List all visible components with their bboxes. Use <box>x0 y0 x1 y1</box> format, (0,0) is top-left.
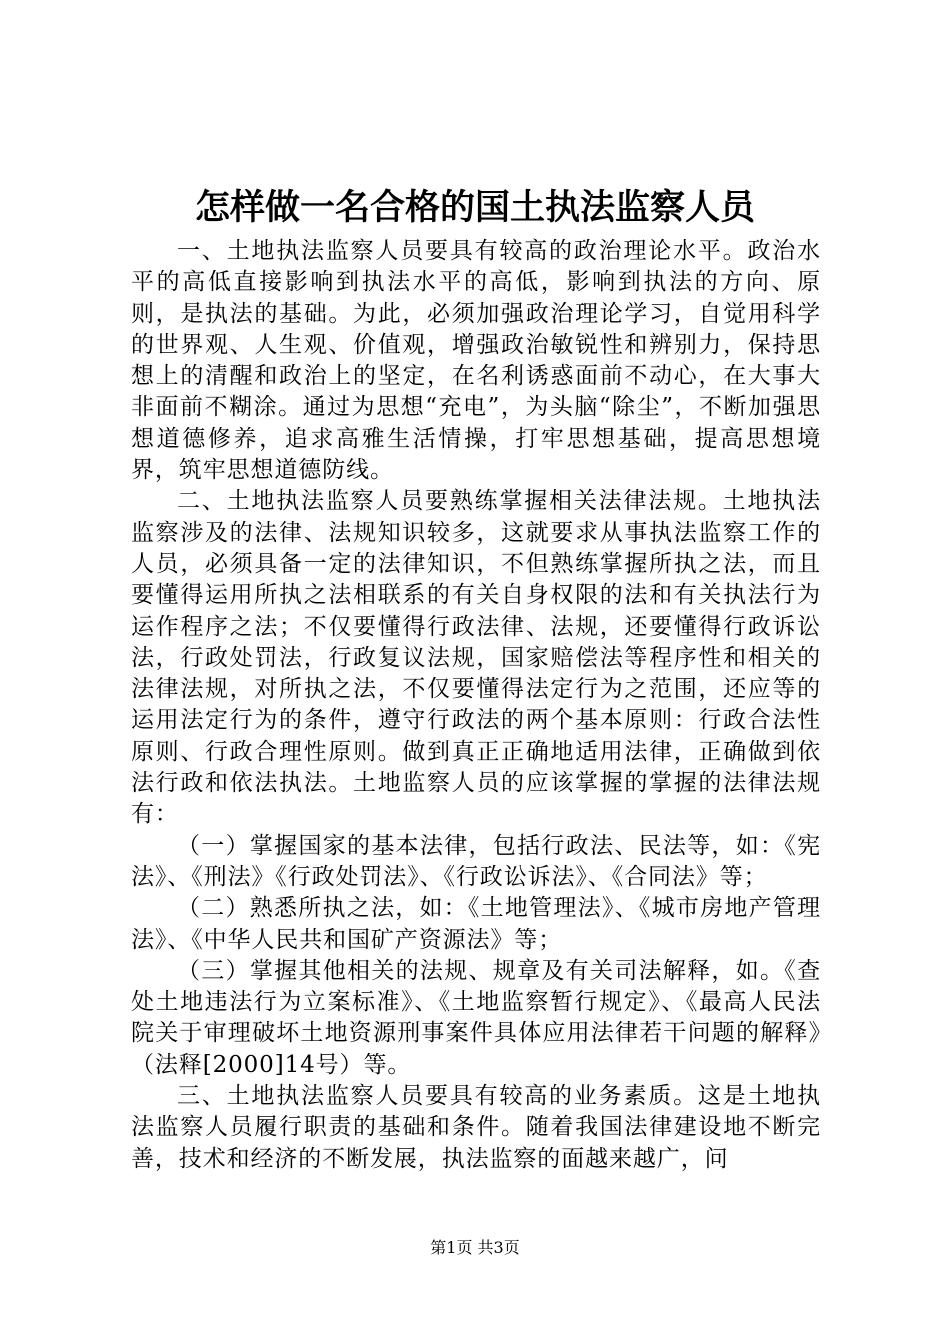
paragraph-3: （一）掌握国家的基本法律，包括行政法、民法等，如：《宪法》、《刑法》《行政处罚法》、《行政讼诉法》、《合同法》等； <box>131 832 821 890</box>
paragraph-5: （三）掌握其他相关的法规、规章及有关司法解释，如。《查处土地违法行为立案标准》、《土地监察暂行规定》、《最高人民法院关于审理破坏土地资源刑事案件具体应用法律若干问题的解释》（法释[2000]14号）等。 <box>131 957 821 1078</box>
paragraph-6: 三、土地执法监察人员要具有较高的业务素质。这是土地执法监察人员履行职责的基础和条件。随着我国法律建设地不断完善，技术和经济的不断发展，执法监察的面越来越广，问 <box>131 1083 821 1172</box>
document-title: 怎样做一名合格的国土执法监察人员 <box>194 187 755 228</box>
paragraph-4: （二）熟悉所执之法，如：《土地管理法》、《城市房地产管理法》、《中华人民共和国矿产资源法》等； <box>131 895 821 953</box>
page-number-footer: 第1页 共3页 <box>430 1238 520 1257</box>
paragraph-1: 一、土地执法监察人员要具有较高的政治理论水平。政治水平的高低直接影响到执法水平的高低，影响到执法的方向、原则，是执法的基础。为此，必须加强政治理论学习，自觉用科学的世界观、人生观、价值观，增强政治敏锐性和辨别力，保持思想上的清醒和政治上的坚定，在名利诱惑面前不动心，在大事大非面前不糊涂。通过为思想“充电”，为头脑“除尘”，不断加强思想道德修养，追求高雅生活情操，打牢思想基础，提高思想境界，筑牢思想道德防线。 <box>131 238 821 484</box>
document-body <box>131 236 821 1175</box>
paragraph-2: 二、土地执法监察人员要熟练掌握相关法律法规。土地执法监察涉及的法律、法规知识较多，这就要求从事执法监察工作的人员，必须具备一定的法律知识，不但熟练掌握所执之法，而且要懂得运用所执之法相联系的有关自身权限的法和有关执法行为运作程序之法；不仅要懂得行政法律、法规，还要懂得行政诉讼法，行政处罚法，行政复议法规，国家赔偿法等程序性和相关的法律法规，对所执之法，不仅要懂得法定行为之范围，还应等的运用法定行为的条件，遵守行政法的两个基本原则：行政合法性原则、行政合理性原则。做到真正正确地适用法律，正确做到依法行政和依法执法。土地监察人员的应该掌握的掌握的法律法规有： <box>131 488 821 828</box>
